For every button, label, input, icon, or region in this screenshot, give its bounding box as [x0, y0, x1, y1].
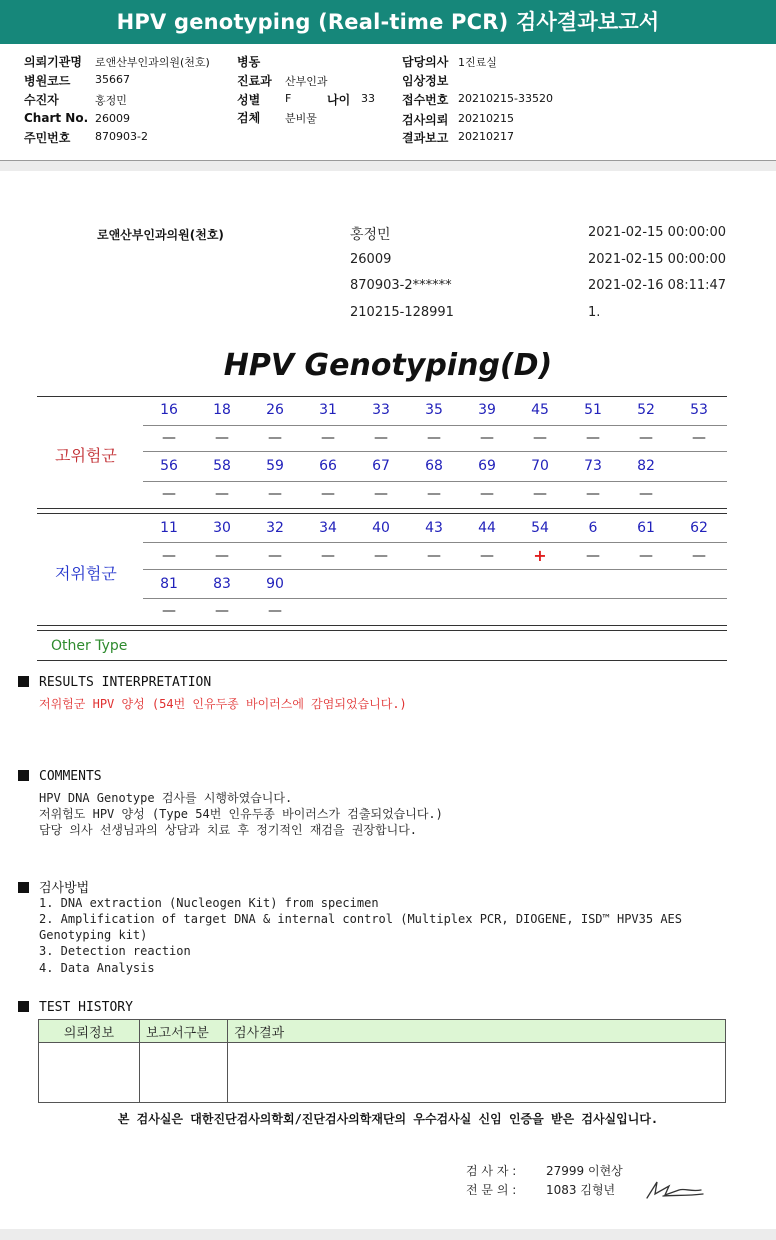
grid-section-line: [37, 625, 727, 626]
genotype-number: 34: [319, 520, 337, 536]
genotype-result-negative: —: [639, 548, 653, 564]
genotype-number: 69: [478, 458, 496, 474]
examiner-label: 검 사 자 :: [466, 1164, 517, 1178]
genotype-result-negative: —: [374, 548, 388, 564]
genotype-result-negative: —: [162, 603, 176, 619]
genotype-result-negative: —: [321, 486, 335, 502]
history-cell: [140, 1043, 228, 1103]
specimen-label: 검체: [237, 111, 261, 125]
genotype-result-negative: —: [215, 486, 229, 502]
grid-bottom-line: [37, 660, 727, 661]
chart-no-value: 26009: [95, 112, 130, 125]
department-label: 진료과: [237, 74, 272, 88]
grid-section-line: [37, 630, 727, 631]
genotype-number: 31: [319, 402, 337, 418]
page-number: 1.: [588, 305, 601, 320]
high-risk-label: 고위험군: [55, 446, 117, 465]
history-col-request: 의뢰정보: [39, 1020, 140, 1043]
method-line: 1. DNA extraction (Nucleogen Kit) from specimen: [39, 896, 379, 910]
grid-row-line: [143, 598, 727, 599]
history-cell: [228, 1043, 726, 1103]
page-bottom-gap: [0, 1229, 776, 1240]
genotype-number: 82: [637, 458, 655, 474]
grid-row-line: [143, 481, 727, 482]
specimen-number: 210215-128991: [350, 305, 454, 320]
low-risk-label: 저위험군: [55, 564, 117, 583]
patient-name: 홍정민: [350, 227, 391, 243]
results-text: 저위험군 HPV 양성 (54번 인유두종 바이러스에 감염되었습니다.): [39, 697, 407, 711]
grid-section-line: [37, 508, 727, 509]
report-date-value: 20210217: [458, 130, 514, 143]
receipt-no-value: 20210215-33520: [458, 92, 553, 105]
resident-no-value: 870903-2: [95, 130, 148, 143]
genotype-result-negative: —: [639, 430, 653, 446]
genotype-number: 59: [266, 458, 284, 474]
grid-row-line: [143, 542, 727, 543]
report-title: HPV genotyping (Real-time PCR) 검사결과보고서: [0, 0, 776, 44]
genotype-result-negative: —: [321, 548, 335, 564]
examiner-value: 27999 이현상: [546, 1164, 623, 1178]
genotype-number: 61: [637, 520, 655, 536]
genotype-number: 52: [637, 402, 655, 418]
genotype-number: 43: [425, 520, 443, 536]
genotype-number: 73: [584, 458, 602, 474]
hospital-code-label: 병원코드: [24, 74, 71, 88]
square-bullet-icon: [18, 882, 29, 893]
patient-id: 870903-2******: [350, 278, 452, 293]
genotype-number: 62: [690, 520, 708, 536]
certification-notice: 본 검사실은 대한진단검사의학회/진단검사의학재단의 우수검사실 신임 인증을 받은 검사실입니다.: [117, 1112, 659, 1126]
genotype-result-negative: —: [533, 486, 547, 502]
genotype-result-negative: —: [268, 603, 282, 619]
requesting-org-value: 로앤산부인과의원(천호): [95, 56, 210, 69]
specialist-value: 1083 김형년: [546, 1183, 616, 1197]
genotype-result-negative: —: [268, 430, 282, 446]
history-col-type: 보고서구분: [140, 1020, 228, 1043]
hospital-name: 로앤산부인과의원(천호): [97, 228, 224, 242]
genotype-result-negative: —: [586, 548, 600, 564]
sex-value: F: [285, 92, 292, 105]
doctor-label: 담당의사: [402, 55, 449, 69]
method-line: Genotyping kit): [39, 928, 148, 942]
square-bullet-icon: [18, 770, 29, 781]
genotype-result-negative: —: [586, 430, 600, 446]
results-heading: [18, 675, 211, 690]
genotype-result-negative: —: [427, 486, 441, 502]
genotype-number: 11: [160, 520, 178, 536]
genotype-number: 66: [319, 458, 337, 474]
genotype-result-negative: —: [480, 486, 494, 502]
genotype-number: 51: [584, 402, 602, 418]
genotype-result-negative: —: [639, 486, 653, 502]
patient-chart: 26009: [350, 252, 392, 267]
comments-heading-text: COMMENTS: [39, 769, 102, 784]
genotype-result-negative: —: [215, 603, 229, 619]
ward-label: 병동: [237, 55, 261, 69]
genotype-number: 68: [425, 458, 443, 474]
chart-no-label: Chart No.: [24, 111, 89, 125]
receipt-no-label: 접수번호: [402, 93, 449, 107]
patient-value: 홍정민: [95, 94, 127, 107]
genotype-number: 18: [213, 402, 231, 418]
request-date-value: 20210215: [458, 112, 514, 125]
genotype-result-negative: —: [586, 486, 600, 502]
date-collected: 2021-02-15 00:00:00: [588, 225, 727, 240]
method-line: 2. Amplification of target DNA & internal control (Multiplex PCR, DIOGENE, ISD™ HPV35 AES: [39, 912, 682, 926]
genotype-number: 39: [478, 402, 496, 418]
genotype-number: 26: [266, 402, 284, 418]
genotype-number: 56: [160, 458, 178, 474]
genotype-number: 81: [160, 576, 178, 592]
genotype-number: 54: [531, 520, 549, 536]
genotype-number: 44: [478, 520, 496, 536]
date-received: 2021-02-15 00:00:00: [588, 252, 727, 267]
sex-label: 성별: [237, 93, 261, 107]
date-reported: 2021-02-16 08:11:47: [588, 278, 727, 293]
hospital-code-value: 35667: [95, 73, 130, 86]
genotype-number: 40: [372, 520, 390, 536]
report-date-label: 결과보고: [402, 131, 449, 145]
genotype-number: 90: [266, 576, 284, 592]
grid-top-line: [37, 396, 727, 397]
genotype-result-negative: —: [480, 548, 494, 564]
genotype-number: 16: [160, 402, 178, 418]
genotype-number: 35: [425, 402, 443, 418]
grid-row-line: [143, 569, 727, 570]
genotype-number: 58: [213, 458, 231, 474]
genotype-result-negative: —: [692, 548, 706, 564]
requesting-org-label: 의뢰기관명: [24, 55, 82, 69]
genotype-result-negative: —: [321, 430, 335, 446]
genotype-result-negative: —: [268, 548, 282, 564]
patient-label: 수진자: [24, 93, 59, 107]
genotype-result-negative: —: [162, 430, 176, 446]
genotype-number: 83: [213, 576, 231, 592]
method-line: 4. Data Analysis: [39, 961, 155, 975]
resident-no-label: 주민번호: [24, 131, 71, 145]
comments-heading: [18, 769, 102, 784]
genotype-result-negative: —: [374, 486, 388, 502]
method-heading: [18, 877, 89, 896]
history-heading-text: TEST HISTORY: [39, 1000, 133, 1015]
genotype-result-negative: —: [427, 548, 441, 564]
department-value: 산부인과: [285, 75, 328, 88]
genotype-result-negative: —: [162, 486, 176, 502]
history-col-result: 검사결과: [228, 1020, 726, 1043]
genotype-result-positive: +: [533, 546, 547, 565]
genotype-number: 53: [690, 402, 708, 418]
genotype-number: 32: [266, 520, 284, 536]
genotype-result-negative: —: [692, 430, 706, 446]
history-cell: [39, 1043, 140, 1103]
genotype-result-negative: —: [162, 548, 176, 564]
genotype-number: 6: [588, 520, 598, 536]
history-heading: [18, 1000, 133, 1015]
genotype-number: 30: [213, 520, 231, 536]
genotype-number: 33: [372, 402, 390, 418]
method-line: 3. Detection reaction: [39, 944, 191, 958]
age-value: 33: [361, 92, 375, 105]
specimen-value: 분비물: [285, 112, 317, 125]
genotype-result-negative: —: [215, 548, 229, 564]
grid-row-line: [143, 451, 727, 452]
comment-line: HPV DNA Genotype 검사를 시행하였습니다.: [39, 791, 293, 805]
age-label: 나이: [327, 93, 351, 107]
other-type-label: Other Type: [51, 638, 128, 654]
comment-line: 담당 의사 선생님과의 상담과 치료 후 정기적인 재검을 권장합니다.: [39, 823, 418, 837]
comment-line: 저위험도 HPV 양성 (Type 54번 인유두종 바이러스가 검출되었습니다.): [39, 807, 443, 821]
section-gap: [0, 161, 776, 171]
genotype-result-negative: —: [427, 430, 441, 446]
grid-row-line: [143, 425, 727, 426]
genotype-number: 70: [531, 458, 549, 474]
genotype-result-negative: —: [480, 430, 494, 446]
request-date-label: 검사의뢰: [402, 113, 449, 127]
report-header: [0, 44, 776, 161]
clinical-info-label: 임상정보: [402, 74, 449, 88]
results-heading-text: RESULTS INTERPRETATION: [39, 675, 212, 690]
genotype-result-negative: —: [374, 430, 388, 446]
method-heading-text: 검사방법: [39, 881, 90, 896]
genotype-result-negative: —: [533, 430, 547, 446]
doctor-value: 1진료실: [458, 56, 497, 69]
genotyping-title: HPV Genotyping(D): [223, 348, 553, 383]
square-bullet-icon: [18, 1001, 29, 1012]
grid-section-line: [37, 513, 727, 514]
genotype-number: 45: [531, 402, 549, 418]
genotype-number: 67: [372, 458, 390, 474]
specialist-label: 전 문 의 :: [466, 1183, 517, 1197]
history-table: [38, 1019, 726, 1103]
square-bullet-icon: [18, 676, 29, 687]
genotype-result-negative: —: [268, 486, 282, 502]
signature-image: [643, 1176, 707, 1202]
genotype-result-negative: —: [215, 430, 229, 446]
